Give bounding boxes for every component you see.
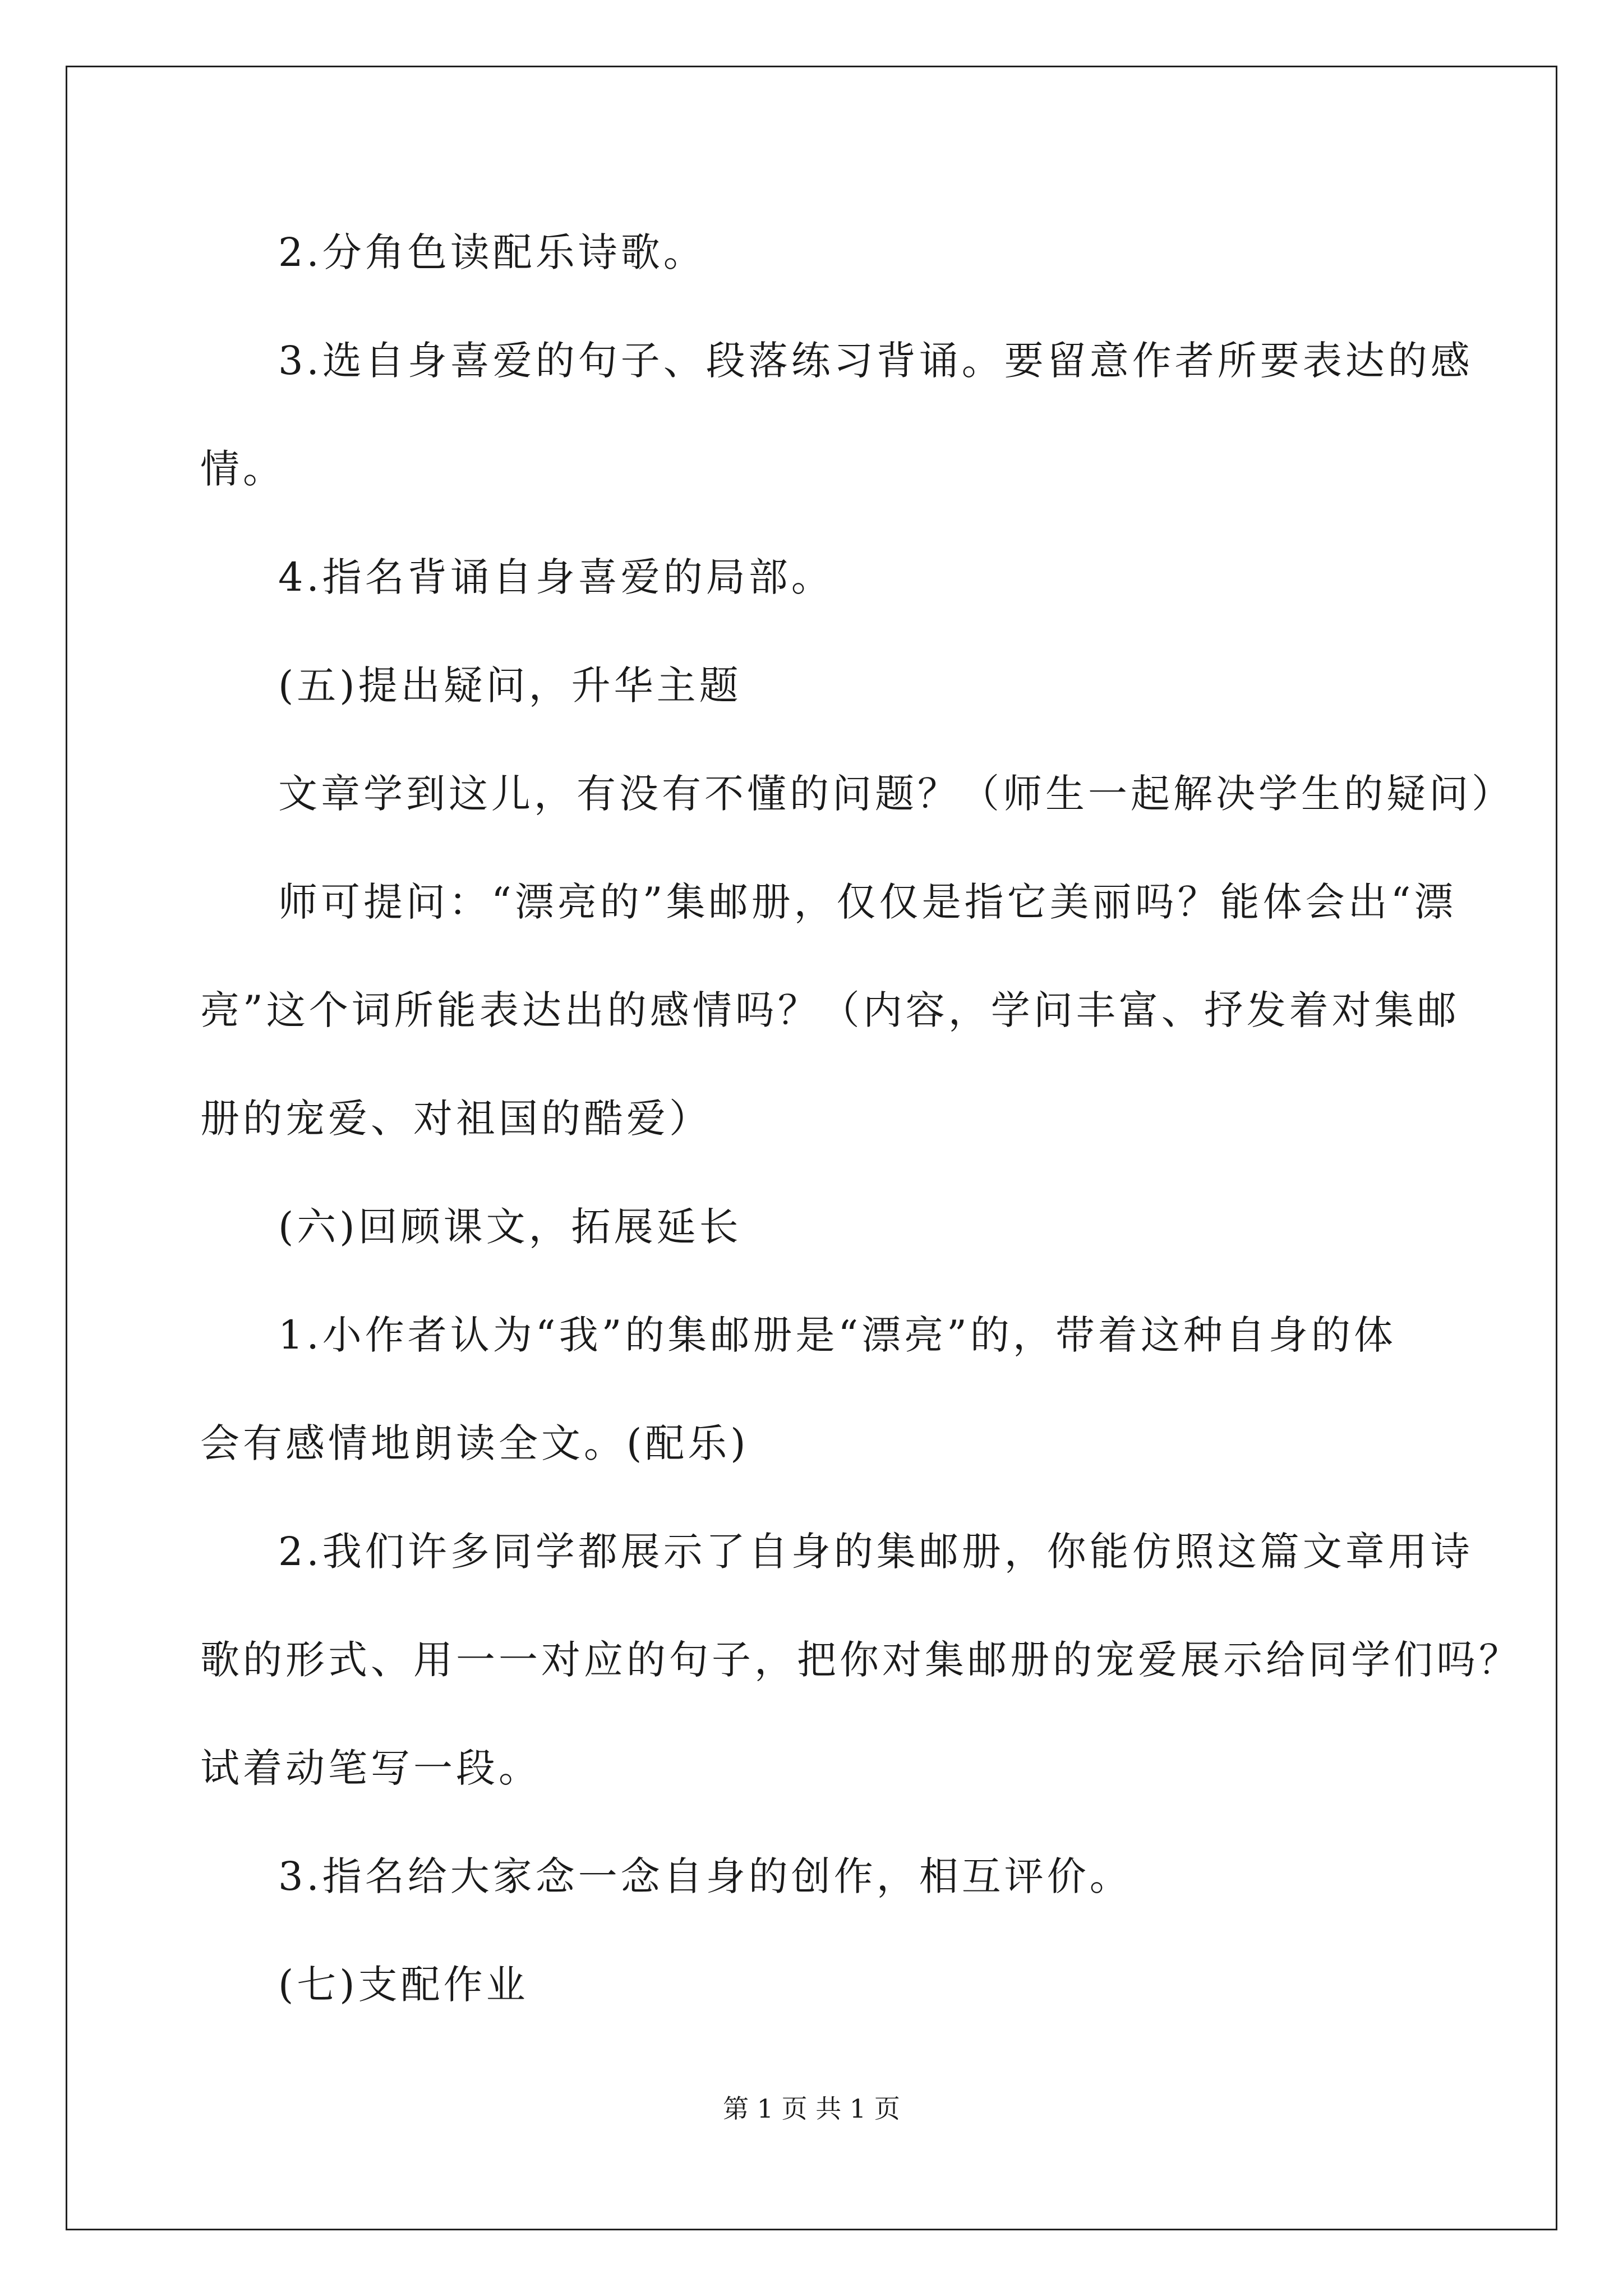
- section-heading: (七)支配作业: [278, 1962, 529, 2008]
- paragraph-line: 歌的形式、用一一对应的句子，把你对集邮册的宠爱展示给同学们吗？: [200, 1637, 1521, 1683]
- section-heading: (六)回顾课文，拓展延长: [278, 1204, 742, 1250]
- section-heading: (五)提出疑问，升华主题: [278, 662, 742, 708]
- paragraph-line: 3.选自身喜爱的句子、段落练习背诵。要留意作者所要表达的感: [278, 338, 1473, 384]
- paragraph-line: 2.分角色读配乐诗歌。: [278, 229, 706, 275]
- paragraph-line: 师可提问：“漂亮的”集邮册，仅仅是指它美丽吗？能体会出“漂: [278, 879, 1457, 925]
- paragraph-line: 1.小作者认为“我”的集邮册是“漂亮”的，带着这种自身的体: [278, 1312, 1396, 1358]
- paragraph-line: 亮”这个词所能表达出的感情吗？（内容，学问丰富、抒发着对集邮: [200, 987, 1460, 1033]
- paragraph-line: 2.我们许多同学都展示了自身的集邮册，你能仿照这篇文章用诗: [278, 1529, 1473, 1575]
- page-border: [66, 66, 1557, 2230]
- paragraph-line: 4.指名背诵自身喜爱的局部。: [278, 554, 834, 600]
- paragraph-line: 文章学到这儿，有没有不懂的问题？（师生一起解决学生的疑问）: [278, 771, 1514, 817]
- page-number-footer: 第 1 页 共 1 页: [723, 2093, 900, 2124]
- paragraph-line: 试着动笔写一段。: [200, 1745, 541, 1791]
- paragraph-line: 册的宠爱、对祖国的酷爱）: [200, 1096, 712, 1142]
- paragraph-line: 3.指名给大家念一念自身的创作，相互评价。: [278, 1853, 1132, 1899]
- paragraph-line: 情。: [200, 446, 285, 492]
- paragraph-line: 会有感情地朗读全文。(配乐): [200, 1420, 749, 1466]
